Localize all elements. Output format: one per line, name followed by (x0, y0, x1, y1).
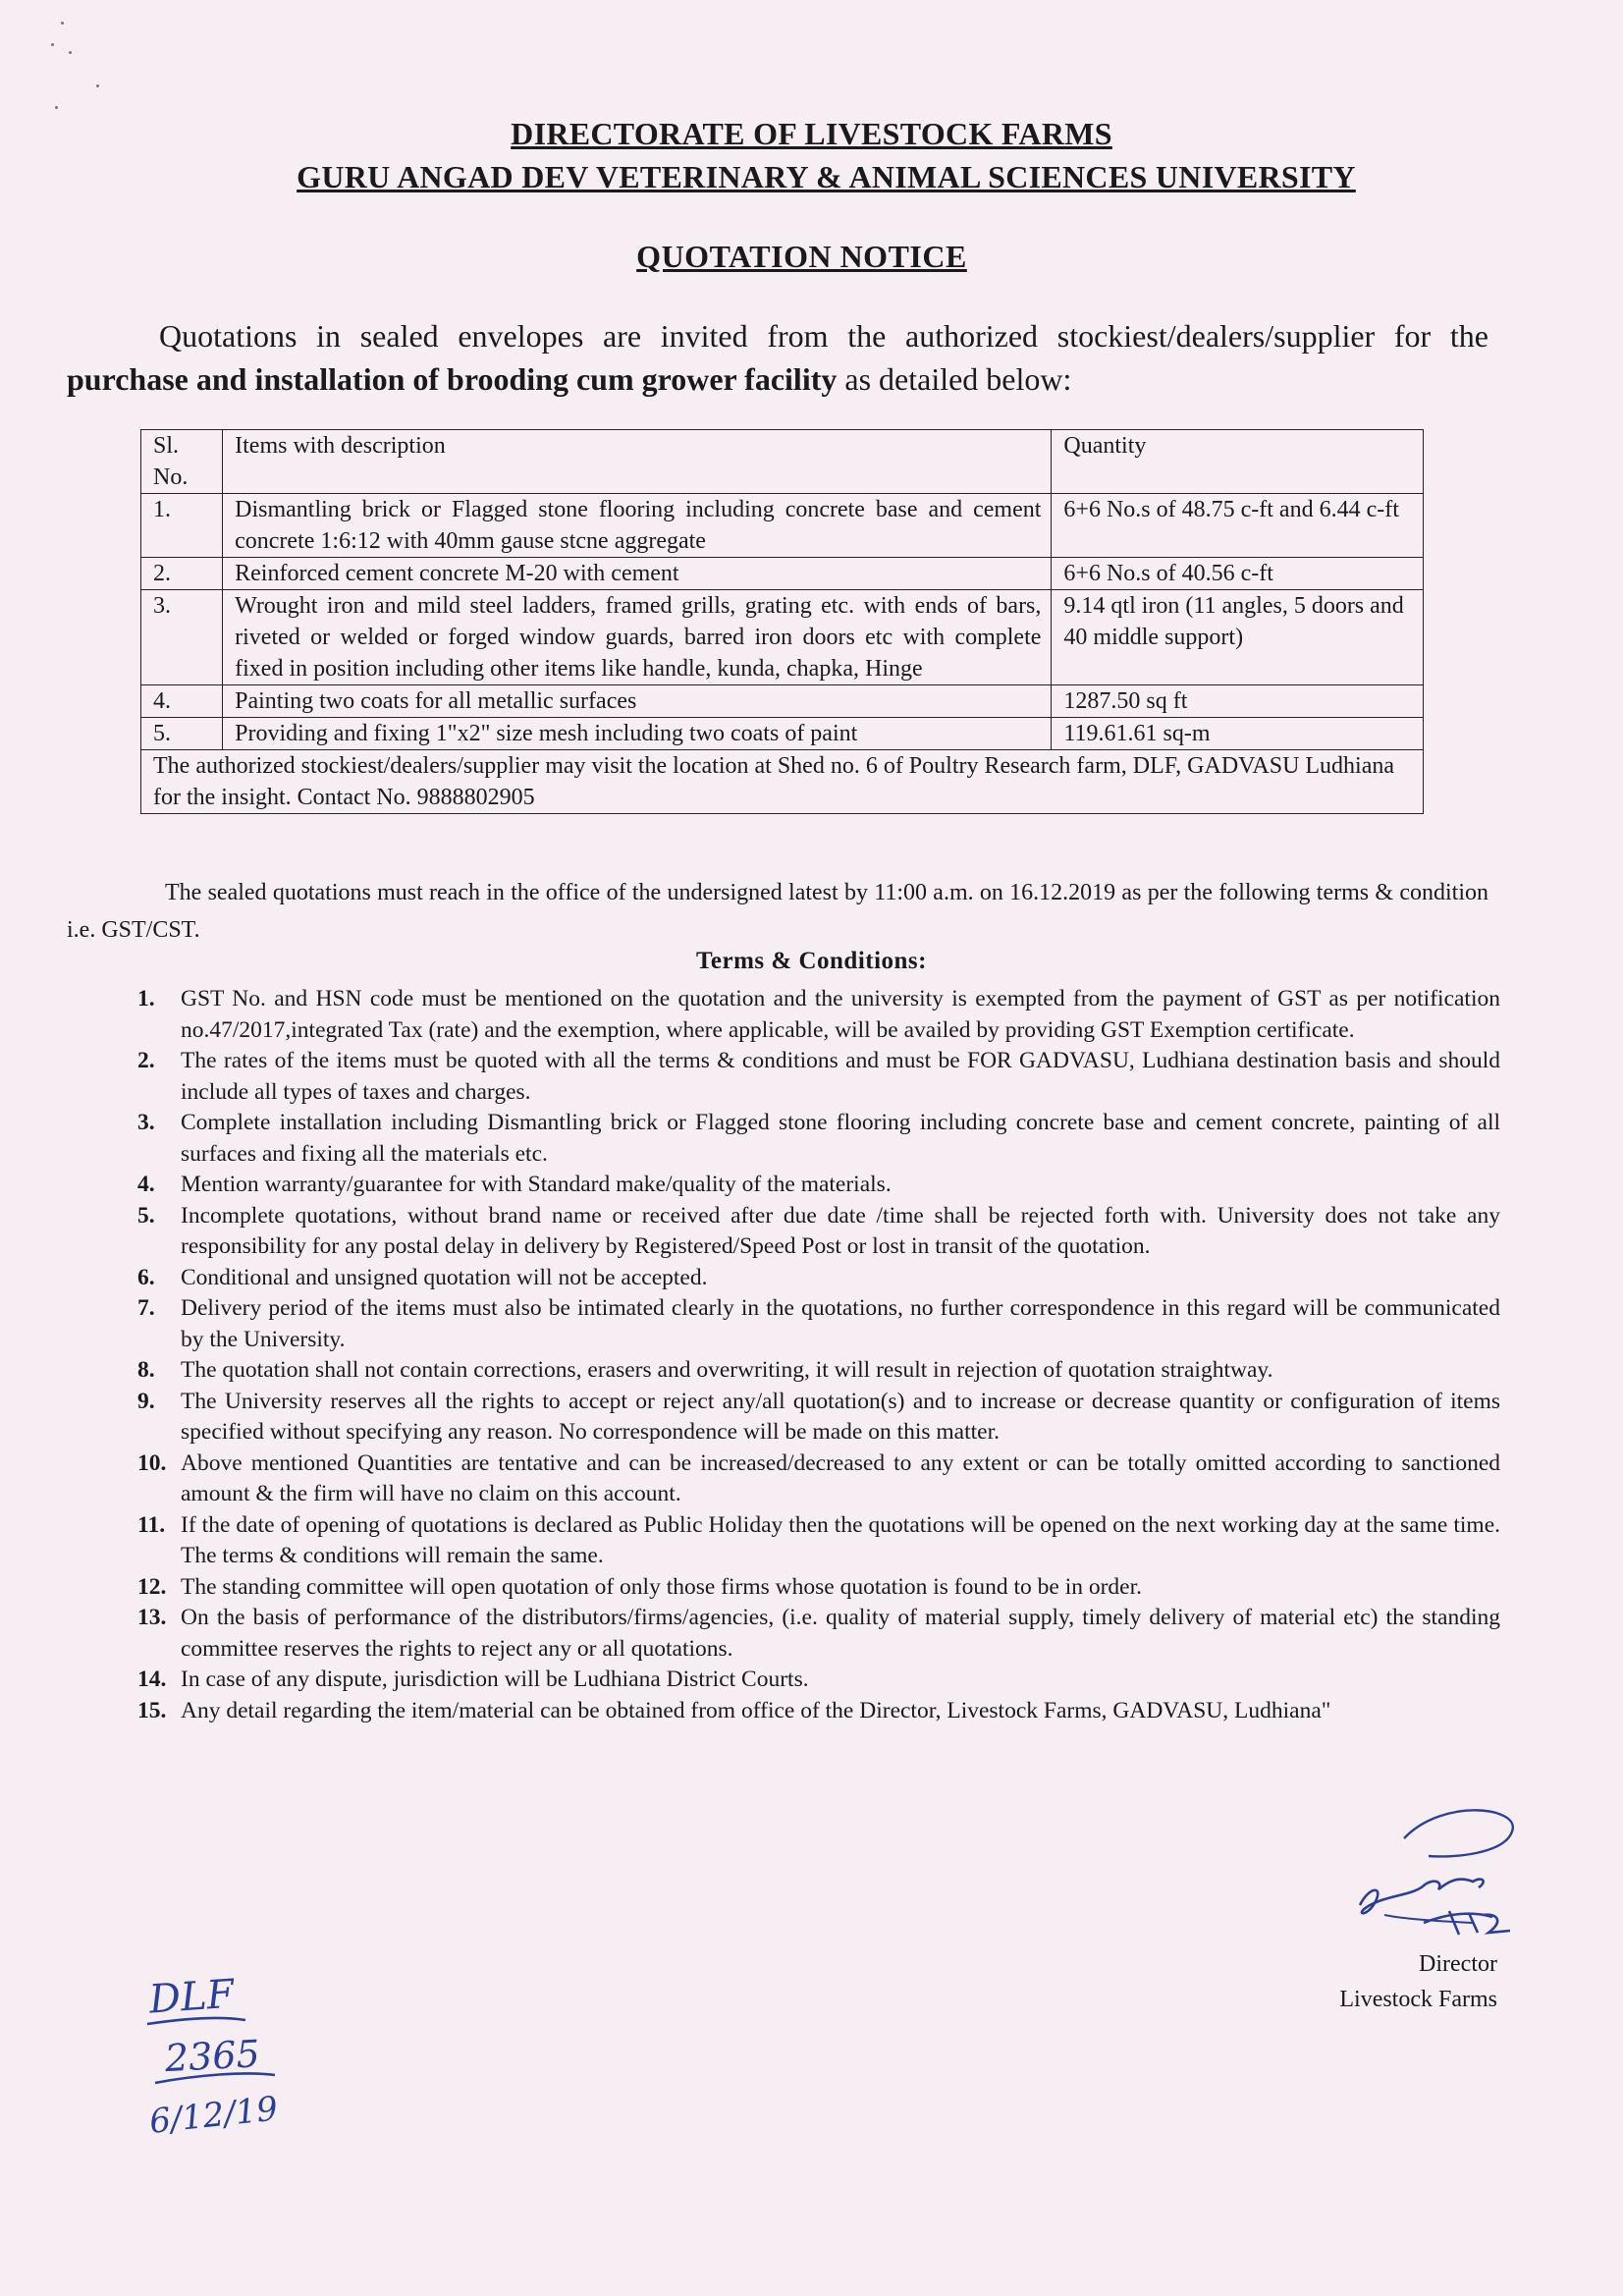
list-item (137, 1293, 1500, 1355)
row-sl: 1. (141, 494, 223, 558)
row-description: Painting two coats for all metallic surfaces (223, 685, 1052, 718)
scan-speck (69, 51, 72, 54)
term-number: 3. (137, 1110, 155, 1135)
term-number: 9. (137, 1388, 155, 1414)
table-row (141, 718, 1424, 750)
scan-speck (61, 22, 64, 25)
term-number: 14. (137, 1667, 167, 1692)
term-text: The University reserves all the rights to accept or reject any/all quotation(s) and to increase or decrease quantity or configuration of items specified without specifying any reason. No correspondence will be made on this matter. (181, 1388, 1500, 1445)
term-text: Above mentioned Quantities are tentative and can be increased/decreased to any extent or can be totally omitted according to sanctioned amount & the firm will have no claim on this account. (181, 1449, 1500, 1506)
row-sl: 4. (141, 685, 223, 718)
term-text: The rates of the items must be quoted with all the terms & conditions and must be FOR GADVASU, Ludhiana destination basis and should include all types of taxes and charges. (181, 1048, 1500, 1105)
list-item (137, 1449, 1500, 1510)
intro-bold-text: purchase and installation of brooding cum grower facility (67, 361, 838, 397)
university-heading: GURU ANGAD DEV VETERINARY & ANIMAL SCIENCES UNIVERSITY (297, 159, 1356, 194)
list-item (137, 1108, 1500, 1170)
list-item (137, 1603, 1500, 1665)
term-number: 7. (137, 1295, 155, 1321)
term-number: 10. (137, 1449, 167, 1476)
row-sl: 5. (141, 718, 223, 750)
term-text: On the basis of performance of the distributors/firms/agencies, (i.e. quality of material supply, timely delivery of material etc) the standing committee reserves the rights to reject any or all quotations. (181, 1605, 1500, 1662)
term-number: 8. (137, 1357, 155, 1383)
term-text: Incomplete quotations, without brand name or received after due date /time shall be rejected forth with. University does not take any responsibility for any postal delay in delivery by Registered/Speed Post or lost in transit of the quotation. (181, 1202, 1500, 1259)
term-number: 15. (137, 1697, 167, 1723)
row-quantity: 9.14 qtl iron (11 angles, 5 doors and 40 middle support) (1052, 590, 1424, 685)
terms-heading: Terms & Conditions: (696, 948, 927, 974)
term-text: Conditional and unsigned quotation will not be accepted. (181, 1264, 708, 1290)
term-text: The quotation shall not contain corrections, erasers and overwriting, it will result in rejection of quotation straightway. (181, 1357, 1273, 1383)
term-number: 6. (137, 1264, 155, 1290)
scan-speck (51, 43, 54, 46)
term-text: Mention warranty/guarantee for with Standard make/quality of the materials. (181, 1172, 892, 1197)
term-text: In case of any dispute, jurisdiction will be Ludhiana District Courts. (181, 1667, 809, 1692)
director-signature (1276, 1787, 1532, 1964)
row-quantity: 1287.50 sq ft (1052, 685, 1424, 718)
term-text: The standing committee will open quotation of only those firms whose quotation is found to be in order. (181, 1573, 1143, 1600)
term-text: Complete installation including Dismantling brick or Flagged stone flooring including concrete base and cement concrete, painting of all surfaces and fixing all the materials etc. (181, 1110, 1500, 1167)
term-text: Delivery period of the items must also be intimated clearly in the quotations, no further correspondence in this regard will be communicated by the University. (181, 1295, 1500, 1352)
list-item (137, 984, 1500, 1046)
row-quantity: 6+6 No.s of 40.56 c-ft (1052, 558, 1424, 590)
term-text: If the date of opening of quotations is declared as Public Holiday then the quotations will be opened on the next working day at the same time. The terms & conditions will remain the same. (181, 1511, 1500, 1568)
submission-deadline-paragraph: The sealed quotations must reach in the office of the undersigned latest by 11:00 a.m. on 16.12.2019 as per the following terms & condition i.e. GST/CST. (67, 880, 1488, 943)
intro-text-end: as detailed below: (837, 361, 1072, 397)
directorate-heading: DIRECTORATE OF LIVESTOCK FARMS (511, 116, 1112, 151)
handwritten-date: 6/12/19 (147, 2089, 280, 2142)
term-text: Any detail regarding the item/material can be obtained from office of the Director, Livestock Farms, GADVASU, Ludhiana" (181, 1697, 1331, 1723)
header-sl: Sl. No. (141, 430, 223, 494)
list-item (137, 1572, 1500, 1604)
handwritten-number: 2365 (163, 2032, 261, 2081)
row-sl: 3. (141, 590, 223, 685)
table-row (141, 494, 1424, 558)
list-item (137, 1355, 1500, 1387)
term-number: 12. (137, 1573, 167, 1600)
list-item (137, 1387, 1500, 1449)
row-description: Reinforced cement concrete M-20 with cement (223, 558, 1052, 590)
table-header-row (141, 430, 1424, 494)
scan-speck (55, 106, 58, 109)
table-row (141, 685, 1424, 718)
signatory-block (1276, 1946, 1497, 2017)
scan-speck (96, 84, 99, 87)
terms-list (137, 984, 1500, 1726)
term-number: 13. (137, 1605, 167, 1630)
intro-paragraph (67, 314, 1488, 401)
table-footer-note: The authorized stockiest/dealers/supplier may visit the location at Shed no. 6 of Poultry Research farm, DLF, GADVASU Ludhiana for the insight. Contact No. 9888802905 (141, 750, 1424, 814)
row-description: Wrought iron and mild steel ladders, framed grills, grating etc. with ends of bars, riveted or welded or forged window guards, barred iron doors etc with complete fixed in position including other items like handle, kunda, chapka, Hinge (223, 590, 1052, 685)
table-footer-row (141, 750, 1424, 814)
list-item (137, 1510, 1500, 1572)
row-sl: 2. (141, 558, 223, 590)
handwritten-dlf: DLF (147, 1971, 236, 2023)
items-table (140, 429, 1424, 814)
notice-title: QUOTATION NOTICE (636, 239, 967, 274)
table-row (141, 590, 1424, 685)
header-quantity: Quantity (1052, 430, 1424, 494)
list-item (137, 1170, 1500, 1201)
term-text: GST No. and HSN code must be mentioned on the quotation and the university is exempted from the payment of GST as per notification no.47/2017,integrated Tax (rate) and the exemption, where applicable, will be availed by providing GST Exemption certificate. (181, 986, 1500, 1043)
list-item (137, 1263, 1500, 1294)
row-description: Dismantling brick or Flagged stone flooring including concrete base and cement concrete 1:6:12 with 40mm gause stcne aggregate (223, 494, 1052, 558)
row-description: Providing and fixing 1"x2" size mesh including two coats of paint (223, 718, 1052, 750)
term-number: 1. (137, 986, 155, 1011)
term-number: 2. (137, 1048, 155, 1073)
table-row (141, 558, 1424, 590)
list-item (137, 1696, 1500, 1727)
list-item (137, 1046, 1500, 1108)
list-item (137, 1201, 1500, 1263)
term-number: 5. (137, 1202, 155, 1229)
header-description: Items with description (223, 430, 1052, 494)
row-quantity: 6+6 No.s of 48.75 c-ft and 6.44 c-ft (1052, 494, 1424, 558)
intro-text: Quotations in sealed envelopes are invited from the authorized stockiest/dealers/supplier for the (159, 318, 1488, 354)
list-item (137, 1665, 1500, 1696)
signatory-designation: Director (1419, 1951, 1497, 1977)
signatory-office: Livestock Farms (1339, 1987, 1497, 2012)
handwritten-receipt-note (128, 1959, 324, 2146)
term-number: 4. (137, 1172, 155, 1197)
row-quantity: 119.61.61 sq-m (1052, 718, 1424, 750)
term-number: 11. (137, 1511, 166, 1538)
